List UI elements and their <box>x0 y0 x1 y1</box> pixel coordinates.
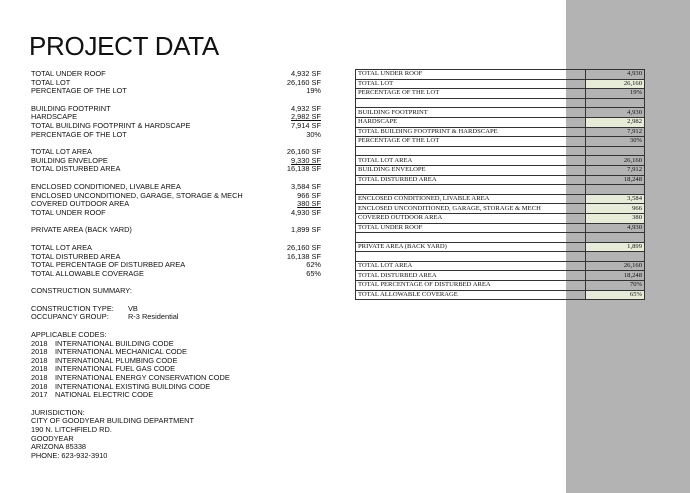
table-row: PERCENTAGE OF THE LOT 30% <box>356 137 645 147</box>
data-row: PRIVATE AREA (BACK YARD) 1,899 SF <box>31 225 321 235</box>
code-item: 2018 INTERNATIONAL MECHANICAL CODE <box>31 347 187 357</box>
code-item: 2018 INTERNATIONAL ENERGY CONSERVATION CODE <box>31 373 230 383</box>
table-row: ENCLOSED CONDITIONED, LIVABLE AREA 3,584 <box>356 194 645 204</box>
construction-summary-heading: CONSTRUCTION SUMMARY: <box>31 286 132 296</box>
data-row: TOTAL BUILDING FOOTPRINT & HARDSCAPE 7,914 SF <box>31 120 321 130</box>
jurisdiction-heading: JURISDICTION: <box>31 407 85 417</box>
table-blank-row <box>356 185 645 195</box>
jurisdiction-line: CITY OF GOODYEAR BUILDING DEPARTMENT <box>31 416 195 426</box>
table-row: TOTAL DISTURBED AREA 18,248 <box>356 175 645 185</box>
table-row: TOTAL UNDER ROOF 4,930 <box>356 70 645 80</box>
table-row: TOTAL DISTURBED AREA 18,248 <box>356 271 645 281</box>
table-row: PERCENTAGE OF THE LOT 19% <box>356 89 645 99</box>
table-blank-row <box>356 252 645 262</box>
page-title: PROJECT DATA <box>29 31 219 61</box>
data-row: ENCLOSED CONDITIONED, LIVABLE AREA 3,584 SF <box>31 181 321 191</box>
project-data-table <box>355 69 645 300</box>
table-row: TOTAL ALLOWABLE COVERAGE 65% <box>356 290 645 300</box>
data-row: TOTAL DISTURBED AREA 16,138 SF <box>31 164 321 174</box>
jurisdiction-line: PHONE: 623-932-3910 <box>31 450 108 460</box>
codes-heading: APPLICABLE CODES: <box>31 330 107 340</box>
data-row: COVERED OUTDOOR AREA 380 SF <box>31 199 321 209</box>
data-row: TOTAL UNDER ROOF 4,930 SF <box>31 207 321 217</box>
code-item: 2018 INTERNATIONAL BUILDING CODE <box>31 338 174 348</box>
data-row: TOTAL LOT 26,160 SF <box>31 77 321 87</box>
table-blank-row <box>356 146 645 156</box>
data-row: TOTAL LOT AREA 26,160 SF <box>31 242 321 252</box>
project-data-list <box>31 70 321 460</box>
table-row: BUILDING ENVELOPE 7,912 <box>356 165 645 175</box>
code-item: 2018 INTERNATIONAL PLUMBING CODE <box>31 355 178 365</box>
construction-type: CONSTRUCTION TYPE: VB <box>31 303 138 313</box>
data-row: TOTAL UNDER ROOF 4,932 SF <box>31 69 321 78</box>
table-row: TOTAL LOT AREA 26,160 <box>356 261 645 271</box>
code-item: 2018 INTERNATIONAL EXISTING BUILDING CODE <box>31 381 211 391</box>
data-row: HARDSCAPE 2,982 SF <box>31 112 321 122</box>
data-row: TOTAL ALLOWABLE COVERAGE 65% <box>31 268 321 278</box>
table-row: TOTAL LOT 26,160 <box>356 79 645 89</box>
data-row: PERCENTAGE OF THE LOT 30% <box>31 129 321 139</box>
code-item: 2017 NATIONAL ELECTRIC CODE <box>31 390 154 400</box>
table-row: TOTAL UNDER ROOF 4,930 <box>356 223 645 233</box>
table-row: TOTAL BUILDING FOOTPRINT & HARDSCAPE 7,912 <box>356 127 645 137</box>
data-row: BUILDING ENVELOPE 9,330 SF <box>31 155 321 165</box>
table-row: TOTAL PERCENTAGE OF DISTURBED AREA 70% <box>356 281 645 291</box>
data-row: PERCENTAGE OF THE LOT 19% <box>31 86 321 96</box>
code-item: 2018 INTERNATIONAL FUEL GAS CODE <box>31 364 176 374</box>
table-row: COVERED OUTDOOR AREA 380 <box>356 213 645 223</box>
table-row: HARDSCAPE 2,982 <box>356 117 645 127</box>
jurisdiction-line: ARIZONA 85338 <box>31 442 87 452</box>
table-row: PRIVATE AREA (BACK YARD) 1,899 <box>356 242 645 252</box>
table-blank-row <box>356 98 645 108</box>
data-row: ENCLOSED UNCONDITIONED, GARAGE, STORAGE & MECH 966 SF <box>31 190 321 200</box>
table-row: ENCLOSED UNCONDITIONED, GARAGE, STORAGE & MECH 966 <box>356 204 645 214</box>
data-row: TOTAL DISTURBED AREA 16,138 SF <box>31 251 321 261</box>
jurisdiction-line: GOODYEAR <box>31 433 74 443</box>
table-row: BUILDING FOOTPRINT 4,930 <box>356 108 645 118</box>
data-row: BUILDING FOOTPRINT 4,932 SF <box>31 103 321 113</box>
table-blank-row <box>356 233 645 243</box>
table-row: TOTAL LOT AREA 26,160 <box>356 156 645 166</box>
jurisdiction-line: 190 N. LITCHFIELD RD. <box>31 425 112 434</box>
data-row: TOTAL PERCENTAGE OF DISTURBED AREA 62% <box>31 260 321 270</box>
data-row: TOTAL LOT AREA 26,160 SF <box>31 147 321 157</box>
occupancy-group: OCCUPANCY GROUP: R-3 Residential <box>31 312 179 322</box>
